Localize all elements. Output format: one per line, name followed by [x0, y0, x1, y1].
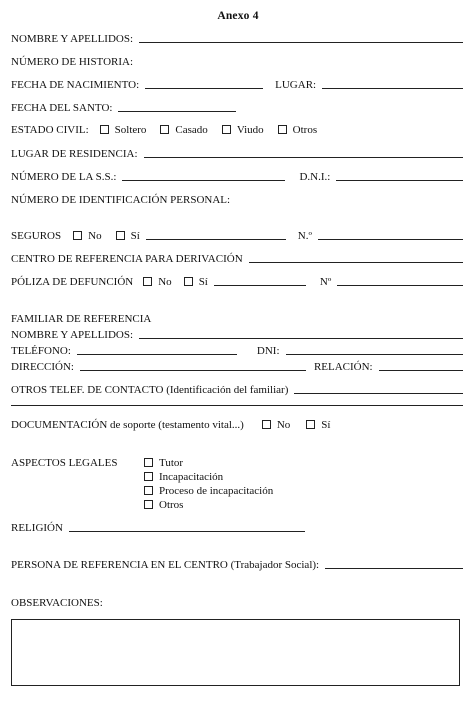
nombre-field[interactable] — [139, 32, 463, 43]
persona-label: PERSONA DE REFERENCIA EN EL CENTRO (Trabajador Social): — [11, 559, 320, 571]
santo-label: FECHA DEL SANTO: — [11, 102, 113, 114]
religion-field[interactable] — [69, 521, 305, 532]
checkbox[interactable] — [73, 231, 82, 240]
nacimiento-row — [11, 78, 463, 92]
legal-option-incapacitacion[interactable]: Incapacitación — [144, 470, 223, 484]
checkbox[interactable] — [116, 231, 125, 240]
lugar-label: LUGAR: — [275, 79, 317, 91]
otros-telef-label: OTROS TELEF. DE CONTACTO (Identificación del familiar) — [11, 384, 289, 396]
persona-field[interactable] — [325, 558, 463, 569]
familiar-telefono-row — [11, 344, 463, 358]
familiar-direccion-row — [11, 360, 463, 374]
estado-option-soltero[interactable]: Soltero — [100, 123, 147, 137]
observaciones-row — [11, 596, 463, 610]
ss-field[interactable] — [122, 170, 285, 181]
form-title: Anexo 4 — [217, 10, 259, 22]
religion-row — [11, 521, 463, 535]
identificacion-label: NÚMERO DE IDENTIFICACIÓN PERSONAL: — [11, 194, 231, 206]
historia-row — [11, 55, 463, 69]
documentacion-option-no[interactable]: No — [262, 418, 290, 432]
checkbox[interactable] — [262, 420, 271, 429]
persona-row — [11, 558, 463, 572]
identificacion-row — [11, 193, 463, 207]
historia-label: NÚMERO DE HISTORIA: — [11, 56, 134, 68]
poliza-num-label: Nº — [319, 276, 332, 288]
lugar-field[interactable] — [322, 78, 463, 89]
poliza-field[interactable] — [214, 275, 306, 286]
checkbox[interactable] — [160, 125, 169, 134]
santo-field[interactable] — [118, 101, 236, 112]
direccion-label: DIRECCIÓN: — [11, 361, 74, 373]
checkbox[interactable] — [278, 125, 287, 134]
nombre-label: NOMBRE Y APELLIDOS: — [11, 33, 134, 45]
telefono-label: TELÉFONO: — [11, 345, 71, 357]
centro-row — [11, 252, 463, 266]
legal-option-proceso[interactable]: Proceso de incapacitación — [144, 484, 273, 498]
otros-telef-field[interactable] — [294, 383, 463, 394]
estado-civil-row — [11, 123, 463, 137]
residencia-row — [11, 147, 463, 161]
otros-telef-row — [11, 383, 463, 397]
poliza-num-field[interactable] — [337, 275, 463, 286]
religion-label: RELIGIÓN — [11, 522, 63, 534]
estado-option-otros[interactable]: Otros — [278, 123, 317, 137]
legal-option-otros[interactable]: Otros — [144, 498, 183, 512]
checkbox[interactable] — [222, 125, 231, 134]
seguros-option-no[interactable]: No — [73, 229, 101, 243]
checkbox[interactable] — [144, 486, 153, 495]
familiar-header: FAMILIAR DE REFERENCIA — [11, 313, 152, 325]
familiar-nombre-label: NOMBRE Y APELLIDOS: — [11, 329, 134, 341]
checkbox[interactable] — [144, 500, 153, 509]
checkbox[interactable] — [144, 458, 153, 467]
centro-label: CENTRO DE REFERENCIA PARA DERIVACIÓN — [11, 253, 243, 265]
direccion-field[interactable] — [80, 360, 306, 371]
legales-label: ASPECTOS LEGALES — [11, 457, 118, 469]
checkbox[interactable] — [100, 125, 109, 134]
ss-row — [11, 170, 463, 184]
telefono-field[interactable] — [77, 344, 237, 355]
seguros-num-field[interactable] — [318, 229, 463, 240]
estado-option-viudo[interactable]: Viudo — [222, 123, 264, 137]
familiar-dni-label: DNI: — [256, 345, 280, 357]
relacion-field[interactable] — [379, 360, 463, 371]
nacimiento-label: FECHA DE NACIMIENTO: — [11, 79, 140, 91]
checkbox[interactable] — [184, 277, 193, 286]
estado-option-casado[interactable]: Casado — [160, 123, 207, 137]
poliza-row — [11, 275, 463, 289]
familiar-nombre-field[interactable] — [139, 328, 463, 339]
checkbox[interactable] — [143, 277, 152, 286]
familiar-dni-field[interactable] — [286, 344, 464, 355]
poliza-option-si[interactable]: Sí — [184, 275, 208, 289]
seguros-field[interactable] — [146, 229, 286, 240]
nombre-row — [11, 32, 463, 46]
residencia-field[interactable] — [144, 147, 464, 158]
seguros-option-si[interactable]: Sí — [116, 229, 140, 243]
dni-label: D.N.I.: — [299, 171, 331, 183]
relacion-label: RELACIÓN: — [313, 361, 373, 373]
checkbox[interactable] — [306, 420, 315, 429]
documentacion-option-si[interactable]: Sí — [306, 418, 330, 432]
residencia-label: LUGAR DE RESIDENCIA: — [11, 148, 138, 160]
documentacion-label: DOCUMENTACIÓN de soporte (testamento vital...) — [11, 419, 244, 431]
documentacion-row — [11, 418, 463, 432]
legal-option-tutor[interactable]: Tutor — [144, 456, 183, 470]
nacimiento-field[interactable] — [145, 78, 263, 89]
checkbox[interactable] — [144, 472, 153, 481]
seguros-label: SEGUROS — [11, 230, 62, 242]
familiar-nombre-row — [11, 328, 463, 342]
ss-label: NÚMERO DE LA S.S.: — [11, 171, 117, 183]
observaciones-box[interactable] — [11, 619, 460, 686]
centro-field[interactable] — [249, 252, 463, 263]
poliza-option-no[interactable]: No — [143, 275, 171, 289]
seguros-row — [11, 229, 463, 243]
dni-field[interactable] — [336, 170, 463, 181]
otros-telef-extra-line[interactable] — [11, 405, 463, 406]
poliza-label: PÓLIZA DE DEFUNCIÓN — [11, 276, 134, 288]
estado-civil-label: ESTADO CIVIL: — [11, 124, 89, 136]
observaciones-label: OBSERVACIONES: — [11, 597, 103, 609]
familiar-header-row — [11, 312, 463, 326]
seguros-num-label: N.º — [297, 230, 312, 242]
santo-row — [11, 101, 463, 115]
legales-row — [11, 456, 463, 470]
